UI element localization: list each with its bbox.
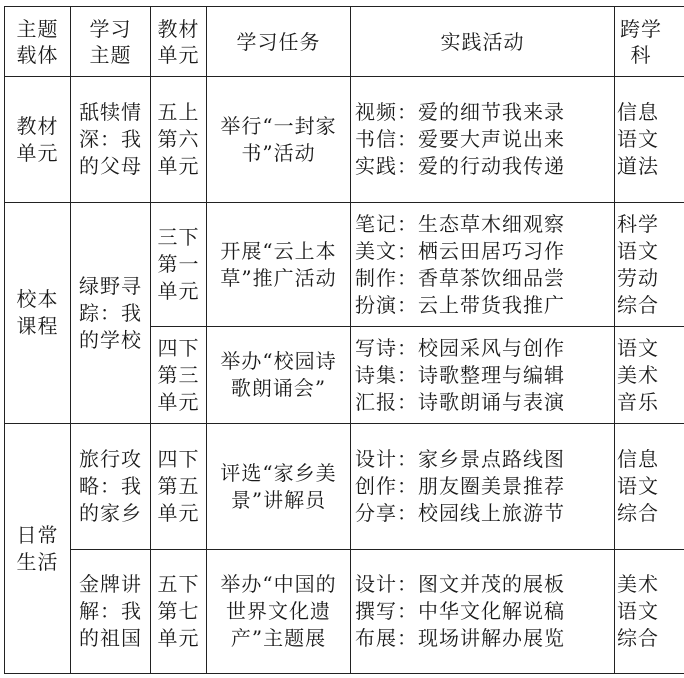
activity-cell xyxy=(351,424,615,550)
cross-subject: 语文 xyxy=(617,238,659,263)
header-unit: 教材单元 xyxy=(151,7,207,77)
unit-cell: 四下第三单元 xyxy=(151,327,207,424)
theme-cell: 日常生活 xyxy=(5,424,71,674)
task-cell: 举办“校园诗歌朗诵会” xyxy=(207,327,351,424)
table-row xyxy=(5,77,684,203)
activity-line: 视频：爱的细节我来录 xyxy=(355,100,565,124)
activity-cell xyxy=(351,550,615,674)
activity-line: 书信：爱要大声说出来 xyxy=(355,127,565,151)
activity-line: 布展：现场讲解办展览 xyxy=(355,626,565,650)
header-task: 学习任务 xyxy=(207,7,351,77)
cross-subject: 语文 xyxy=(617,474,659,498)
cross-subject: 综合 xyxy=(617,292,659,317)
curriculum-table xyxy=(4,6,684,674)
unit-cell: 五上第六单元 xyxy=(151,77,207,203)
activity-line: 设计：家乡景点路线图 xyxy=(355,447,565,471)
unit-cell: 四下第五单元 xyxy=(151,424,207,550)
cross-cell xyxy=(615,424,684,550)
cross-cell xyxy=(615,203,684,327)
unit-cell: 五下第七单元 xyxy=(151,550,207,674)
cross-cell xyxy=(615,77,684,203)
activity-line: 分享：校园线上旅游节 xyxy=(355,501,565,525)
cross-subject: 美术 xyxy=(617,362,659,387)
activity-cell xyxy=(351,203,615,327)
cross-subject: 语文 xyxy=(617,335,659,360)
activity-line: 写诗：校园采风与创作 xyxy=(355,335,565,360)
task-cell: 评选“家乡美景”讲解员 xyxy=(207,424,351,550)
table-row xyxy=(5,424,684,550)
cross-cell xyxy=(615,550,684,674)
activity-line: 制作：香草茶饮细品尝 xyxy=(355,265,565,290)
cross-subject: 综合 xyxy=(617,626,659,650)
table-row xyxy=(5,203,684,327)
activity-line: 实践：爱的行动我传递 xyxy=(355,154,565,178)
cross-subject: 劳动 xyxy=(617,265,659,290)
header-row xyxy=(5,7,684,77)
cross-subject: 科学 xyxy=(617,211,659,236)
header-cross: 跨学科 xyxy=(615,7,684,77)
activity-line: 扮演：云上带货我推广 xyxy=(355,292,565,317)
topic-cell: 舐犊情深：我的父母 xyxy=(71,77,151,203)
cross-subject: 信息 xyxy=(617,100,659,124)
activity-cell xyxy=(351,77,615,203)
activity-line: 美文：栖云田居巧习作 xyxy=(355,238,565,263)
activity-line: 笔记：生态草木细观察 xyxy=(355,211,565,236)
activity-line: 撰写：中华文化解说稿 xyxy=(355,599,565,623)
cross-cell xyxy=(615,327,684,424)
cross-subject: 信息 xyxy=(617,447,659,471)
activity-line: 汇报：诗歌朗诵与表演 xyxy=(355,389,565,414)
theme-cell: 教材单元 xyxy=(5,77,71,203)
task-cell: 开展“云上本草”推广活动 xyxy=(207,203,351,327)
header-theme: 主题载体 xyxy=(5,7,71,77)
table-row xyxy=(5,550,684,674)
theme-cell: 校本课程 xyxy=(5,203,71,424)
header-topic: 学习主题 xyxy=(71,7,151,77)
task-cell: 举办“中国的世界文化遗产”主题展 xyxy=(207,550,351,674)
task-cell: 举行“一封家书”活动 xyxy=(207,77,351,203)
activity-line: 设计：图文并茂的展板 xyxy=(355,572,565,596)
header-activity: 实践活动 xyxy=(351,7,615,77)
unit-cell: 三下第一单元 xyxy=(151,203,207,327)
topic-cell: 绿野寻踪：我的学校 xyxy=(71,203,151,424)
topic-cell: 金牌讲解：我的祖国 xyxy=(71,550,151,674)
topic-cell: 旅行攻略：我的家乡 xyxy=(71,424,151,550)
cross-subject: 美术 xyxy=(617,572,659,596)
activity-line: 创作：朋友圈美景推荐 xyxy=(355,474,565,498)
cross-subject: 语文 xyxy=(617,127,659,151)
activity-line: 诗集：诗歌整理与编辑 xyxy=(355,362,565,387)
cross-subject: 音乐 xyxy=(617,389,659,414)
cross-subject: 道法 xyxy=(617,154,659,178)
activity-cell xyxy=(351,327,615,424)
cross-subject: 综合 xyxy=(617,501,659,525)
cross-subject: 语文 xyxy=(617,599,659,623)
